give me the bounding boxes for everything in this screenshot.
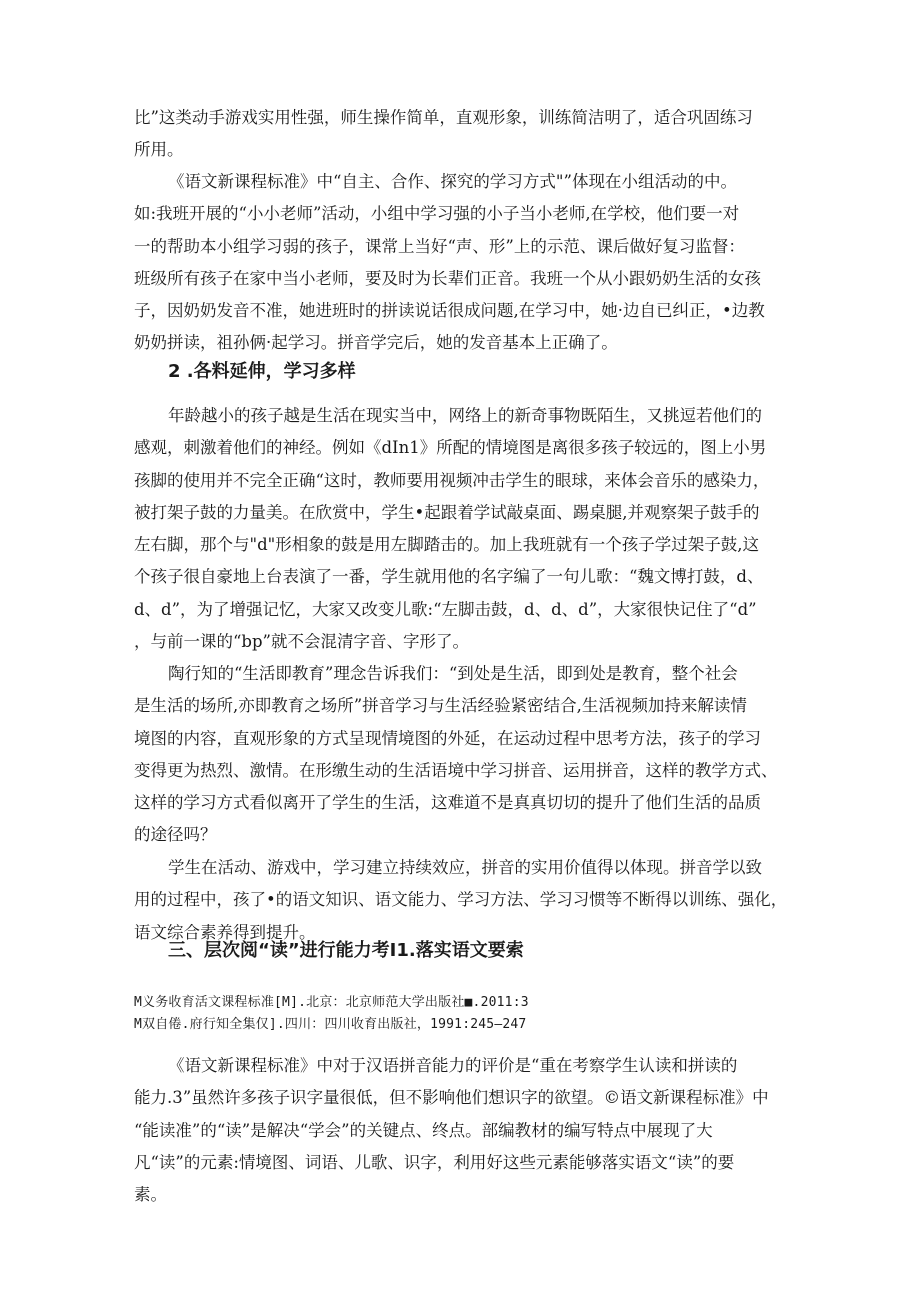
text-line: 孩脚的使用并不完全正确“这时，教师要用视频冲击学生的眼球，来体会音乐的感染力， — [134, 470, 770, 490]
text-line: 是生活的场所,亦即教育之场所”拼音学习与生活经验紧密结合,生活视频加持来解读情 — [134, 696, 747, 716]
text-line: 语文综合素养得到提升。 — [134, 922, 316, 942]
text-line: 能力.3”虽然许多孩子识字量很低，但不影响他们想识字的欲望。©语文新课程标准》中 — [134, 1088, 769, 1108]
text-line: 的途径吗？ — [134, 825, 217, 845]
footnotes — [134, 992, 794, 1036]
section-heading-extension: 2 .各料延伸，学习多样 — [168, 361, 356, 382]
paragraph-pinyin-application — [134, 852, 794, 949]
text-line: 年龄越小的孩子越是生活在现实当中，网络上的新奇事物既陌生，又挑逗若他们的 — [168, 406, 762, 425]
text-line: 被打架子鼓的力量美。在欣赏中，学生•起跟着学试敲桌面、踢桌腿,并观察架子鼓手的 — [134, 502, 760, 522]
footnote-item: M义务收育活文课程标准[M].北京：北京师范大学出版社■.2011:3 — [134, 995, 529, 1010]
paragraph-game-practice — [134, 102, 794, 167]
paragraph-reading-ability — [134, 1050, 794, 1211]
text-line: 境图的内容，直观形象的方式呈现情境图的外延，在运动过程中思考方法，孩子的学习 — [134, 728, 761, 748]
text-line: 班级所有孩子在家中当小老师，要及时为长辈们正音。我班一个从小跟奶奶生活的女孩 — [134, 268, 761, 288]
paragraph-life-education — [134, 658, 794, 852]
text-line: 如:我班开展的“小小老师”活动，小组中学习强的小子当小老师,在学校，他们要一对 — [134, 204, 740, 224]
text-line: 素。 — [134, 1185, 167, 1205]
section-heading-reading: 三、层次阅“读”进行能力考I1.落实语文要索 — [168, 940, 524, 961]
text-line: 子，因奶奶发音不准，她进班时的拼读说话很成问题,在学习中，她·边自已纠正，•边教 — [134, 301, 765, 321]
text-line: 《语文新课程标准》中对于汉语拼音能力的评价是“重在考察学生认读和拼读的 — [168, 1056, 738, 1075]
text-line: 比”这类动手游戏实用性强，师生操作简单，直观形象，训练简洁明了，适合巩固练习 — [134, 108, 753, 127]
paragraph-drum-example — [134, 400, 794, 658]
text-line: 凡“读”的元素:情境图、词语、儿歌、识字，利用好这些元素能够落实语文“读”的要 — [134, 1152, 735, 1172]
text-line: ，与前一课的“bp”就不会混清字音、字形了。 — [134, 632, 469, 652]
text-line: 陶行知的“生活即教育”理念告诉我们：“到处是生活，即到处是教育，整个社会 — [168, 664, 738, 683]
text-line: 奶奶拼读，祖孙俩·起学习。拼音学完后，她的发音基本上正确了。 — [134, 333, 618, 353]
text-line: 个孩子很自豪地上台表演了一番，学生就用他的名字编了一句儿歌：“魏文博打鼓，d、 — [134, 567, 764, 587]
text-line: 《语文新课程标准》中“自主、合作、探究的学习方式"”体现在小组活动的中。 — [168, 172, 737, 191]
footnote-item: M双自倦.府行知全集仅].四川：四川收育出版社，1991:245—247 — [134, 1017, 527, 1032]
text-line: 用的过程中，孩了•的语文知识、语文能力、学习方法、学习习惯等不断得以训练、强化， — [134, 890, 788, 910]
paragraph-little-teacher — [134, 166, 794, 360]
text-line: 这样的学习方式看似离开了学生的生活，这难道不是真真切切的提升了他们生活的品质 — [134, 793, 761, 813]
text-line: “能读准”的“读”是解决“学会”的关键点、终点。部编教材的编写特点中展现了大 — [134, 1120, 713, 1140]
text-line: 变得更为热烈、激情。在形缴生动的生活语境中学习拼音、运用拼音，这样的教学方式、 — [134, 760, 778, 780]
text-line: 所用。 — [134, 140, 184, 160]
text-line: 一的帮助本小组学习弱的孩子，课常上当好“声、形”上的示范、课后做好复习监督： — [134, 236, 745, 256]
text-line: d、d”，为了增强记忆，大家又改变儿歌:“左脚击鼓，d、d、d”，大家很快记住了“d” — [134, 599, 757, 619]
text-line: 左右脚，那个与"d"形相象的鼓是用左脚踏击的。加上我班就有一个孩子学过架子鼓,这 — [134, 535, 759, 555]
text-line: 学生在活动、游戏中，学习建立持续效应，拼音的实用价值得以体现。拼音学以致 — [168, 858, 762, 877]
text-line: 感观，刺激着他们的神经。例如《dIn1》所配的情境图是离很多孩子较远的，图上小男 — [134, 438, 767, 458]
